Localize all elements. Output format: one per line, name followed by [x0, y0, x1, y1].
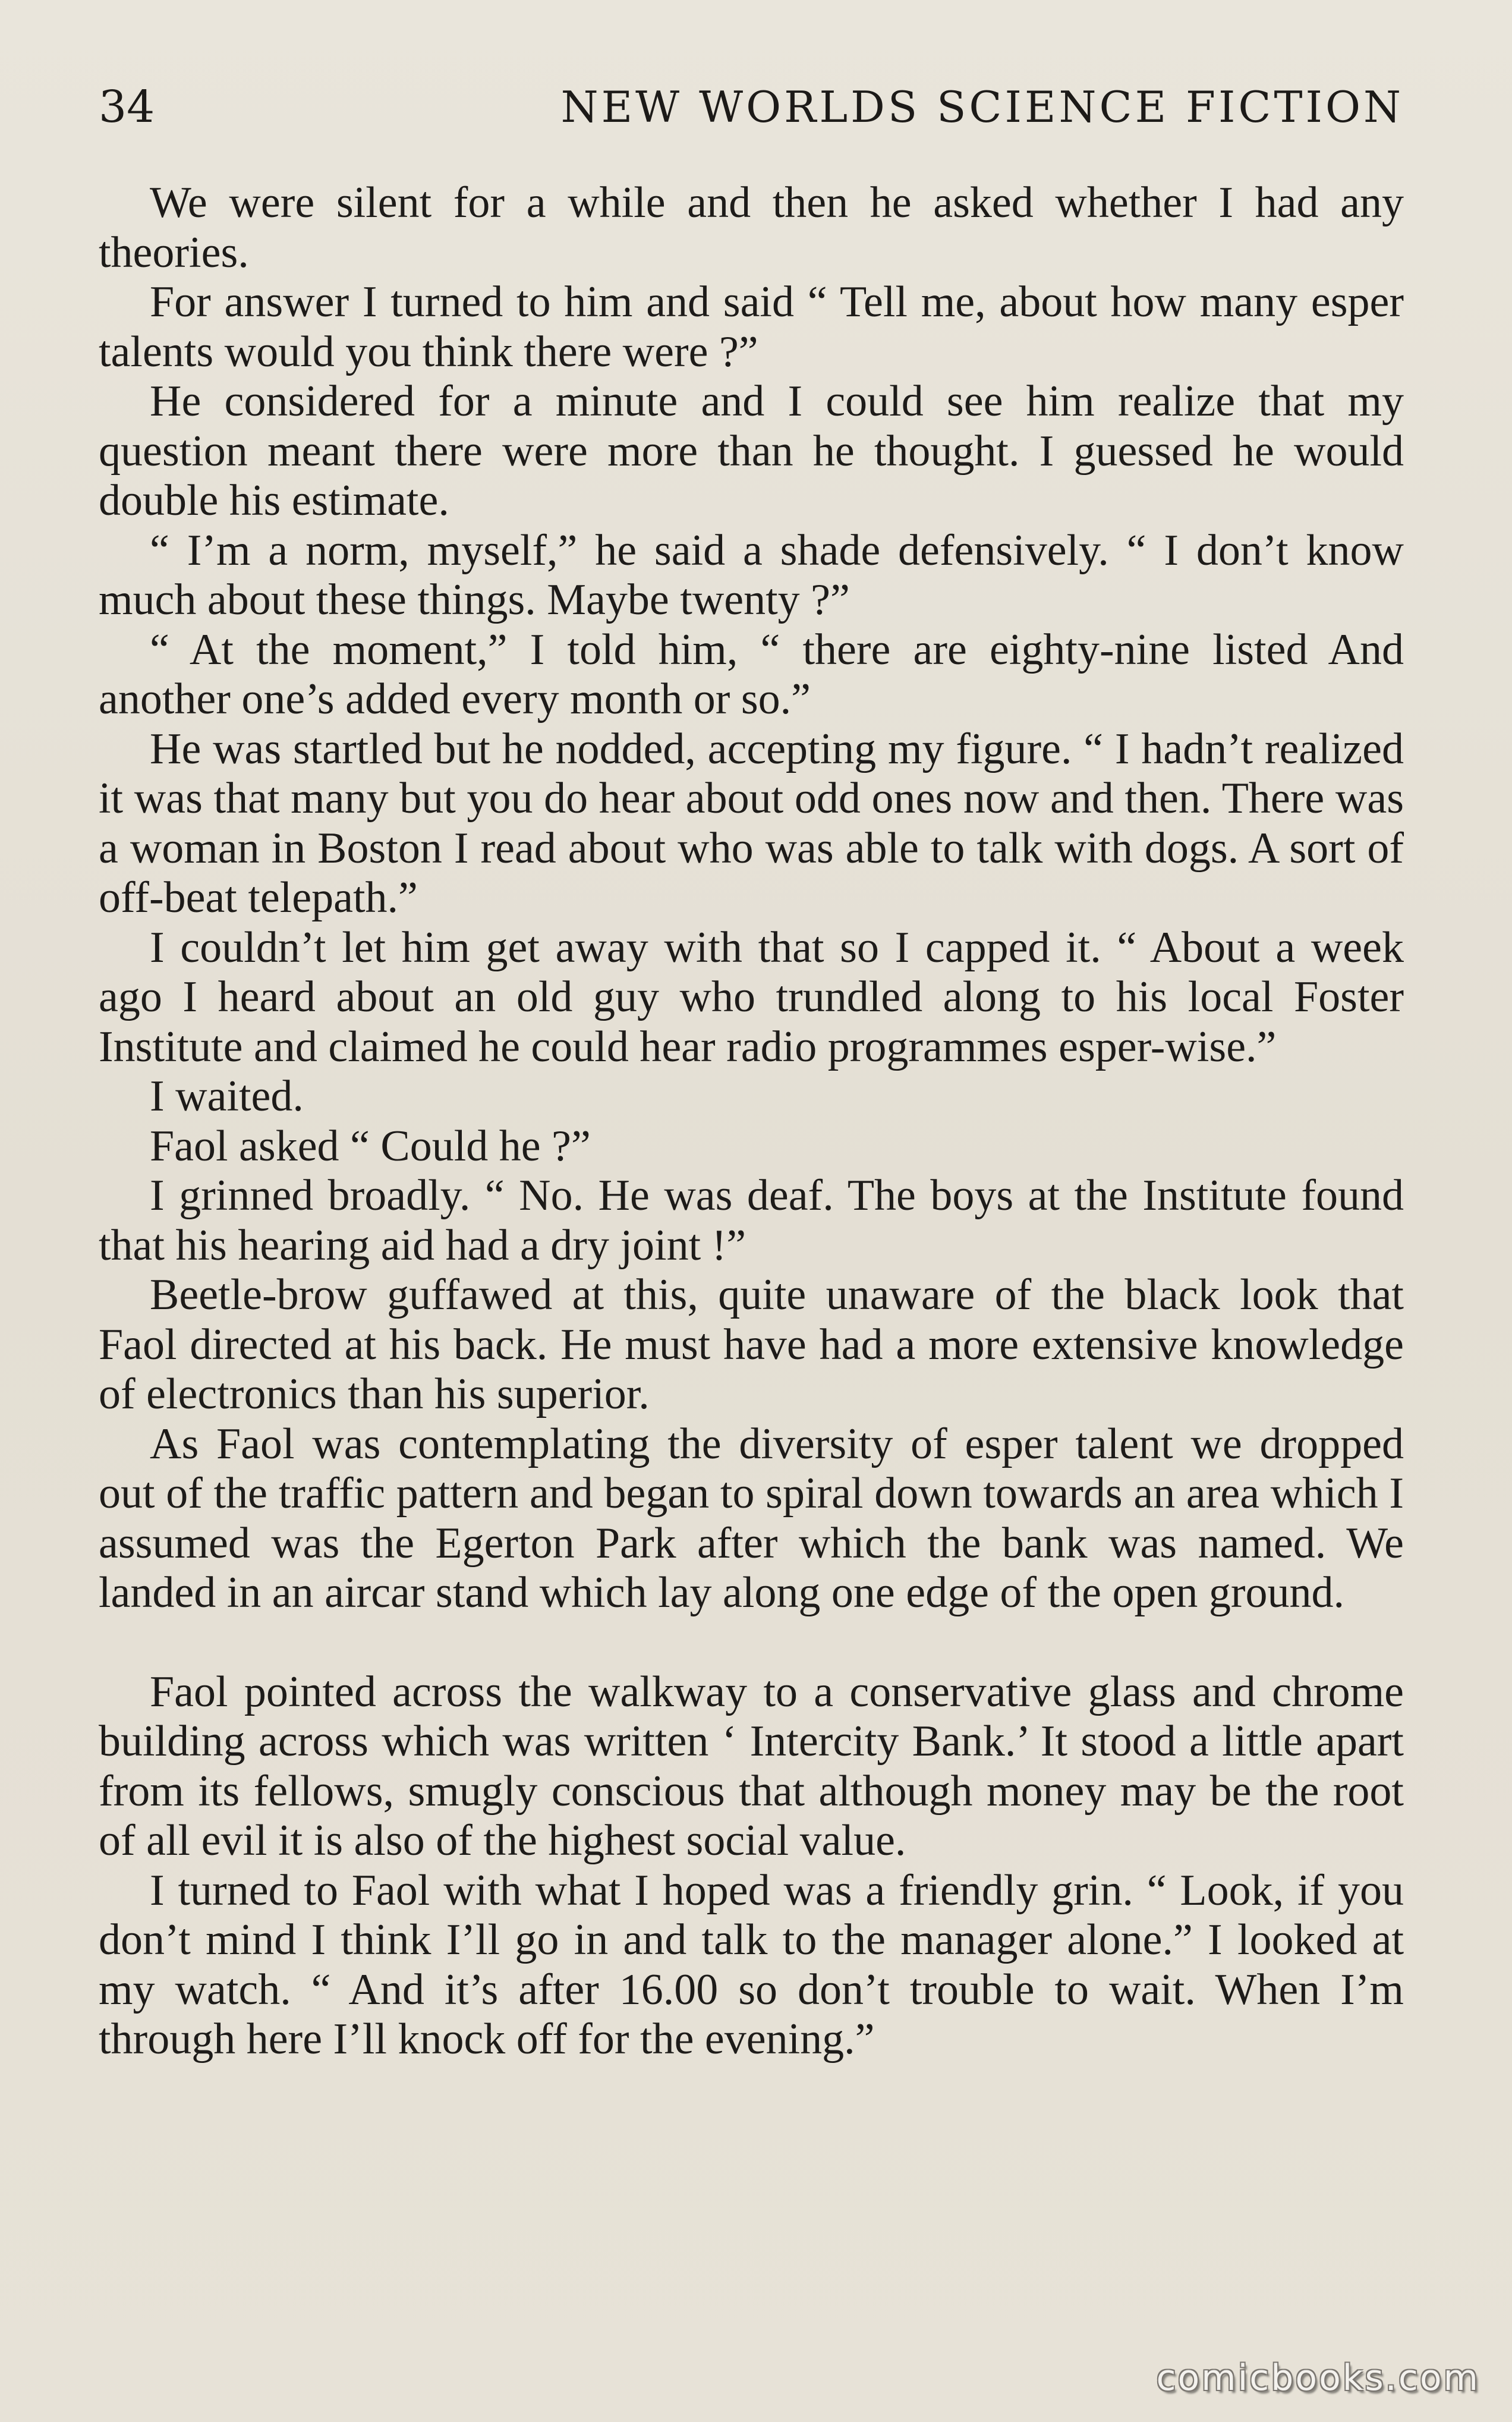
paragraph: I grinned broadly. “ No. He was deaf. The boys at the Institute found that his hearing aid had a dry joint !” [99, 1171, 1404, 1270]
paragraph: I turned to Faol with what I hoped was a friendly grin. “ Look, if you don’t mind I think I’ll go in and talk to the manager alone.” I looked at my watch. “ And it’s after 16.00 so don’t trouble to wait. When I’m through here I’ll knock off for the evening.” [99, 1866, 1404, 2064]
paragraph: Faol asked “ Could he ?” [150, 1121, 591, 1171]
paragraph: Beetle-brow guffawed at this, quite unaware of the black look that Faol directed at his back. He must have had a more extensive knowledge of electronics than his superior. [99, 1270, 1404, 1418]
paragraph: Faol pointed across the walkway to a conservative glass and chrome building across which was written ‘ Intercity Bank.’ It stood a little apart from its fellows, smugly conscious that although money may be the root of all evil it is also of the highest social value. [99, 1667, 1404, 1865]
paragraph: “ I’m a norm, myself,” he said a shade defensively. “ I don’t know much about these things. Maybe twenty ?” [99, 526, 1404, 624]
paragraph: He considered for a minute and I could see him realize that my question meant there were more than he thought. I guessed he would double his estimate. [99, 377, 1404, 525]
site-watermark: comicbooks.com [1156, 2357, 1480, 2399]
paragraph: I couldn’t let him get away with that so I capped it. “ About a week ago I heard about an old guy who trundled along to his local Foster Institute and claimed he could hear radio programmes esper-wise.” [99, 923, 1404, 1071]
paragraph: He was startled but he nodded, accepting my figure. “ I hadn’t realized it was that many but you do hear about odd ones now and then. There was a woman in Boston I read about who was able to talk with dogs. A sort of off-beat telepath.” [99, 724, 1404, 922]
paragraph: For answer I turned to him and said “ Tell me, about how many esper talents would you think there were ?” [99, 278, 1404, 376]
paragraph: As Faol was contemplating the diversity of esper talent we dropped out of the traffic pattern and began to spiral down towards an area which I assumed was the Egerton Park after which the bank was named. We landed in an aircar stand which lay along one edge of the open ground. [99, 1419, 1404, 1617]
story-text [99, 178, 1404, 2065]
page-number: 34 [99, 81, 155, 133]
section-break [99, 1618, 1404, 1668]
running-head [99, 70, 1404, 141]
paragraph: “ At the moment,” I told him, “ there are eighty-nine listed And another one’s added every month or so.” [99, 625, 1404, 724]
paragraph: We were silent for a while and then he asked whether I had any theories. [99, 178, 1404, 277]
journal-title: NEW WORLDS SCIENCE FICTION [560, 82, 1404, 132]
paragraph: I waited. [150, 1072, 304, 1121]
